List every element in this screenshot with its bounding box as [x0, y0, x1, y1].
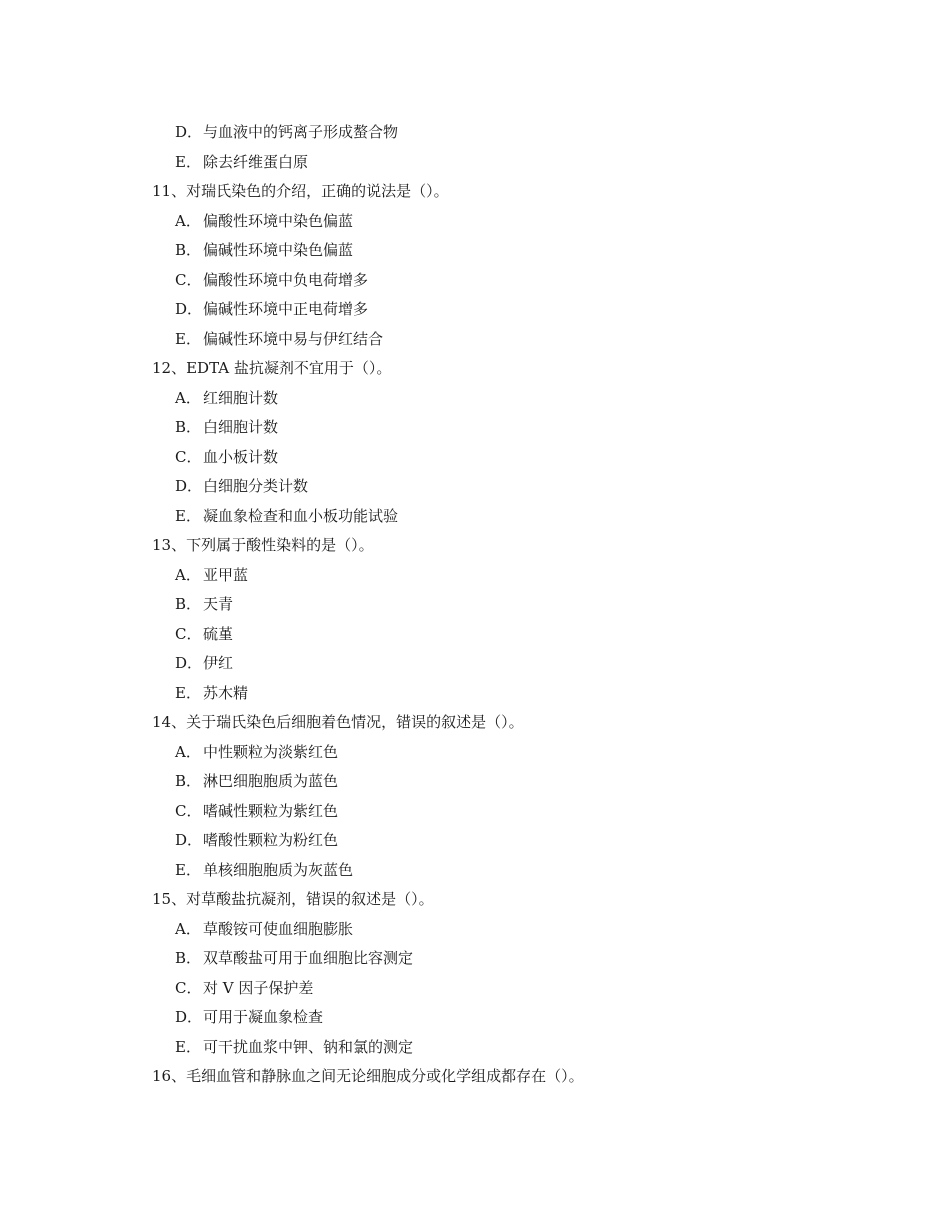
- answer-option: [152, 266, 852, 296]
- option-letter: E．: [175, 506, 201, 525]
- option-letter: D．: [175, 831, 203, 849]
- option-text: 偏酸性环境中染色偏蓝: [203, 211, 354, 230]
- option-letter: A．: [175, 919, 201, 938]
- option-letter: D．: [175, 1008, 203, 1026]
- answer-option: [152, 502, 852, 532]
- answer-option: [152, 236, 852, 266]
- answer-option: [152, 325, 852, 355]
- option-text: 嗜碱性颗粒为紫红色: [203, 801, 339, 820]
- question-text: 14、关于瑞氏染色后细胞着色情况，错误的叙述是（）。: [152, 713, 524, 731]
- option-text: 偏碱性环境中正电荷增多: [203, 300, 369, 318]
- answer-option: [152, 413, 852, 443]
- option-letter: D．: [175, 654, 203, 672]
- option-text: 除去纤维蛋白原: [203, 152, 309, 171]
- option-text: 偏碱性环境中染色偏蓝: [203, 241, 354, 259]
- option-text: 白细胞分类计数: [203, 477, 309, 495]
- option-letter: B．: [175, 949, 202, 967]
- answer-option: [152, 1033, 852, 1063]
- option-letter: A．: [175, 565, 201, 584]
- answer-option: [152, 148, 852, 178]
- option-text: 伊红: [203, 654, 234, 672]
- option-letter: D．: [175, 300, 203, 318]
- answer-option: [152, 620, 852, 650]
- option-letter: E．: [175, 329, 201, 348]
- option-text: 双草酸盐可用于血细胞比容测定: [203, 949, 414, 967]
- option-text: 可干扰血浆中钾、钠和氯的测定: [203, 1037, 414, 1056]
- option-text: 偏酸性环境中负电荷增多: [203, 270, 369, 289]
- option-letter: B．: [175, 241, 202, 259]
- question-text: 15、对草酸盐抗凝剂，错误的叙述是（）。: [152, 890, 434, 908]
- option-text: 中性颗粒为淡紫红色: [203, 742, 339, 761]
- answer-option: [152, 915, 852, 945]
- option-letter: E．: [175, 152, 201, 171]
- option-text: 苏木精: [203, 683, 249, 702]
- option-letter: B．: [175, 595, 202, 613]
- answer-option: [152, 561, 852, 591]
- answer-option: [152, 797, 852, 827]
- option-letter: A．: [175, 742, 201, 761]
- answer-option: [152, 384, 852, 414]
- answer-option: [152, 826, 852, 856]
- option-text: 嗜酸性颗粒为粉红色: [203, 831, 339, 849]
- answer-option: [152, 118, 852, 148]
- option-letter: E．: [175, 683, 201, 702]
- answer-option: [152, 443, 852, 473]
- question-stem: [152, 354, 852, 384]
- question-text: 16、毛细血管和静脉血之间无论细胞成分或化学组成都存在（）。: [152, 1067, 584, 1085]
- answer-option: [152, 295, 852, 325]
- option-text: 偏碱性环境中易与伊红结合: [203, 329, 384, 348]
- option-letter: D．: [175, 123, 203, 141]
- option-letter: C．: [175, 447, 202, 466]
- answer-option: [152, 207, 852, 237]
- answer-option: [152, 590, 852, 620]
- option-letter: A．: [175, 211, 201, 230]
- option-letter: D．: [175, 477, 203, 495]
- question-text: 13、下列属于酸性染料的是（）。: [152, 536, 374, 554]
- option-text: 亚甲蓝: [203, 565, 249, 584]
- option-letter: C．: [175, 624, 202, 643]
- question-stem: [152, 177, 852, 207]
- option-text: 淋巴细胞胞质为蓝色: [203, 772, 339, 790]
- answer-option: [152, 974, 852, 1004]
- question-stem: [152, 1062, 852, 1092]
- question-list: [152, 118, 852, 1092]
- answer-option: [152, 944, 852, 974]
- answer-option: [152, 767, 852, 797]
- answer-option: [152, 472, 852, 502]
- option-text: 草酸铵可使血细胞膨胀: [203, 919, 354, 938]
- option-letter: C．: [175, 270, 202, 289]
- option-text: 硫堇: [203, 624, 234, 643]
- option-text: 血小板计数: [203, 447, 279, 466]
- answer-option: [152, 856, 852, 886]
- option-letter: B．: [175, 772, 202, 790]
- option-letter: C．: [175, 978, 202, 997]
- option-text: 单核细胞胞质为灰蓝色: [203, 860, 354, 879]
- question-text: 12、EDTA 盐抗凝剂不宜用于（）。: [152, 359, 392, 377]
- question-stem: [152, 885, 852, 915]
- option-letter: C．: [175, 801, 202, 820]
- option-text: 可用于凝血象检查: [203, 1008, 324, 1026]
- option-text: 与血液中的钙离子形成螯合物: [203, 123, 399, 141]
- option-letter: E．: [175, 1037, 201, 1056]
- option-text: 凝血象检查和血小板功能试验: [203, 506, 399, 525]
- option-text: 对 V 因子保护差: [203, 978, 314, 997]
- answer-option: [152, 679, 852, 709]
- answer-option: [152, 649, 852, 679]
- option-text: 天青: [203, 595, 234, 613]
- option-letter: A．: [175, 388, 201, 407]
- answer-option: [152, 738, 852, 768]
- option-text: 白细胞计数: [203, 418, 279, 436]
- option-letter: B．: [175, 418, 202, 436]
- option-text: 红细胞计数: [203, 388, 279, 407]
- question-text: 11、对瑞氏染色的介绍，正确的说法是（）。: [152, 182, 449, 200]
- answer-option: [152, 1003, 852, 1033]
- question-stem: [152, 531, 852, 561]
- option-letter: E．: [175, 860, 201, 879]
- question-stem: [152, 708, 852, 738]
